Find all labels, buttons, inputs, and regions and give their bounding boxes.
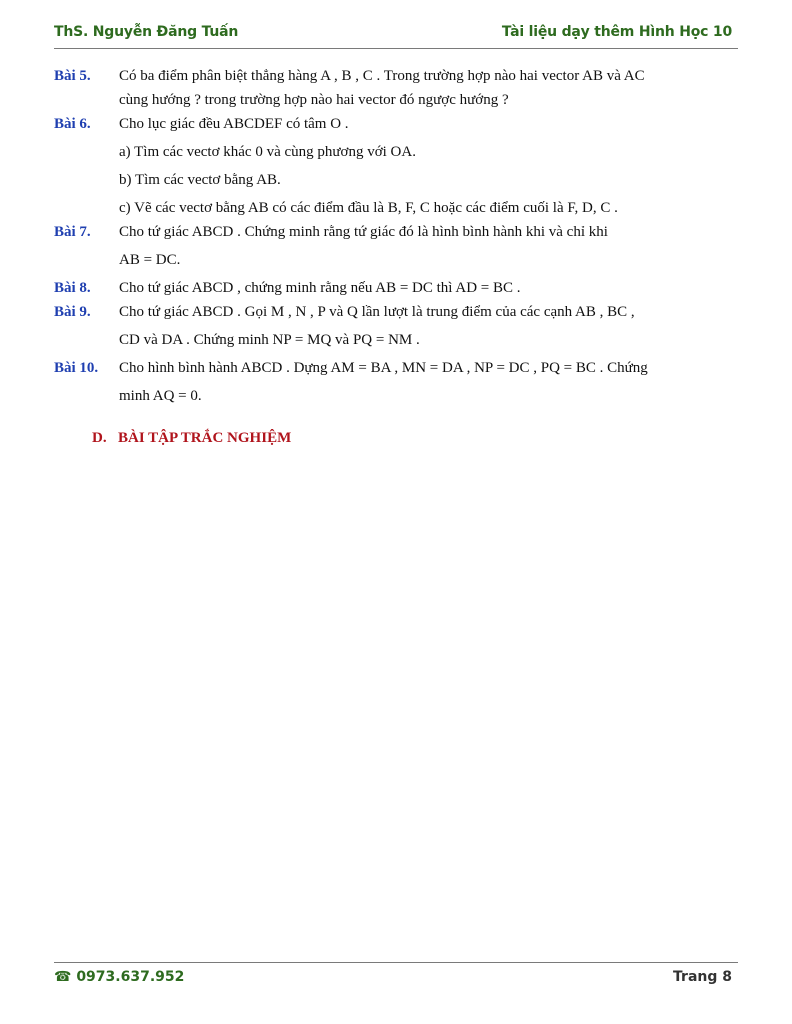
exercise-text: AB = DC. <box>119 252 181 268</box>
exercise-label: Bài 9. <box>54 304 91 320</box>
exercise-text: minh AQ = 0. <box>119 388 202 404</box>
exercise-text: cùng hướng ? trong trường hợp nào hai vector đó ngược hướng ? <box>119 92 509 108</box>
exercise-label: Bài 7. <box>54 224 91 240</box>
exercise-label: Bài 10. <box>54 360 99 376</box>
exercise-list <box>54 64 724 408</box>
section-letter: D. <box>92 430 107 446</box>
exercise-10 <box>54 356 724 408</box>
author-name: ThS. Nguyễn Đăng Tuấn <box>54 24 239 40</box>
exercise-subitem: b) Tìm các vectơ bằng AB. <box>119 172 281 188</box>
exercise-label: Bài 5. <box>54 68 91 84</box>
exercise-6 <box>54 112 724 220</box>
exercise-text: Cho tứ giác ABCD , chứng minh rằng nếu AB = DC thì AD = BC . <box>119 280 521 296</box>
exercise-text: Cho tứ giác ABCD . Chứng minh rằng tứ giác đó là hình bình hành khi và chỉ khi <box>119 224 608 240</box>
page-header <box>54 22 738 49</box>
section-heading <box>92 430 291 447</box>
section-title: BÀI TẬP TRẮC NGHIỆM <box>118 430 292 446</box>
page-number: Trang 8 <box>673 969 732 985</box>
exercise-text: CD và DA . Chứng minh NP = MQ và PQ = NM . <box>119 332 420 348</box>
exercise-8 <box>54 276 724 300</box>
exercise-subitem: c) Vẽ các vectơ bằng AB có các điểm đầu là B, F, C hoặc các điểm cuối là F, D, C . <box>119 200 618 216</box>
exercise-text: Cho tứ giác ABCD . Gọi M , N , P và Q lần lượt là trung điểm của các cạnh AB , BC , <box>119 304 635 320</box>
document-title: Tài liệu dạy thêm Hình Học 10 <box>501 24 732 40</box>
exercise-7 <box>54 220 724 272</box>
exercise-text: Cho lục giác đều ABCDEF có tâm O . <box>119 116 349 132</box>
phone-number: ☎ 0973.637.952 <box>54 969 185 985</box>
exercise-label: Bài 6. <box>54 116 91 132</box>
exercise-text: Cho hình bình hành ABCD . Dựng AM = BA , MN = DA , NP = DC , PQ = BC . Chứng <box>119 360 648 376</box>
page-footer <box>54 962 738 993</box>
exercise-9 <box>54 300 724 352</box>
exercise-text: Có ba điểm phân biệt thẳng hàng A , B , C . Trong trường hợp nào hai vector AB và AC <box>119 68 645 84</box>
exercise-subitem: a) Tìm các vectơ khác 0 và cùng phương với OA. <box>119 144 416 160</box>
exercise-5 <box>54 64 724 112</box>
exercise-label: Bài 8. <box>54 280 91 296</box>
